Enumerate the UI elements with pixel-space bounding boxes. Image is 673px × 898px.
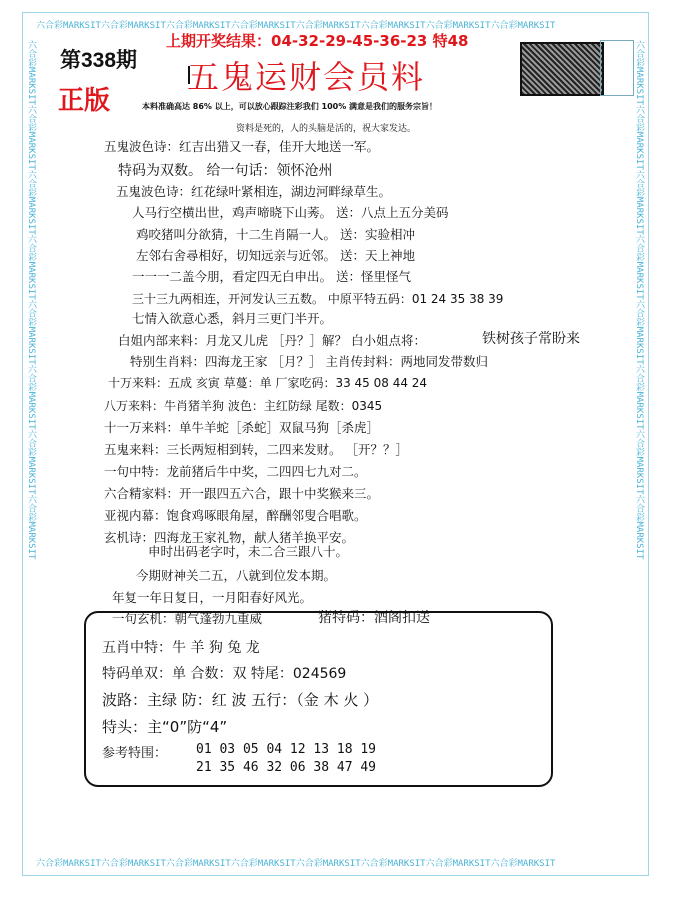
ref-numbers-row-2: 21 35 46 32 06 38 47 49 — [196, 760, 377, 775]
stamp-icon — [520, 42, 604, 96]
odd-even-line: 特码单双：单 合数：双 特尾：024569 — [102, 666, 347, 682]
text-line: 三十三九两相连，开河发认三五数。 中原平特五码：01 24 35 38 39 — [132, 292, 504, 306]
watermark-right: 六合彩MARKSIT六合彩MARKSIT六合彩MARKSIT六合彩MARKSIT六合彩MARKSIT六合彩MARKSIT六合彩MARKSIT六合彩MARKSIT — [634, 40, 644, 560]
text-line: 七情入欲意心悉，斜月三更门半开。 — [132, 311, 333, 326]
pig-code-line: 猪特码：酒阁扣送 — [318, 610, 430, 626]
text-line: 五鬼来料：三长两短相到转，二四来发财。 ［开？？］ — [104, 442, 408, 457]
text-line: 一句中特：龙前猪后牛中奖，二四四七九对二。 — [104, 464, 367, 479]
watermark-top: 六合彩MARKSIT六合彩MARKSIT六合彩MARKSIT六合彩MARKSIT六合彩MARKSIT六合彩MARKSIT六合彩MARKSIT六合彩MARKSIT — [36, 21, 556, 30]
wave-line: 波路：主绿 防：红 波 五行：（金 木 火 ） — [102, 691, 379, 709]
watermark-bottom: 六合彩MARKSIT六合彩MARKSIT六合彩MARKSIT六合彩MARKSIT六合彩MARKSIT六合彩MARKSIT六合彩MARKSIT六合彩MARKSIT — [36, 859, 556, 868]
ref-label: 参考特围： — [102, 746, 168, 761]
watermark-left: 六合彩MARKSIT六合彩MARKSIT六合彩MARKSIT六合彩MARKSIT六合彩MARKSIT六合彩MARKSIT六合彩MARKSIT六合彩MARKSIT — [26, 40, 36, 560]
issue-number: 第338期 — [60, 49, 138, 72]
text-line: 白姐内部来料：月龙又儿虎 ［丹？］解？ 白小姐点将： — [118, 333, 426, 348]
ref-numbers-row-1: 01 03 05 04 12 13 18 19 — [196, 742, 377, 757]
page-title: 五鬼运财会员料 — [187, 58, 426, 96]
text-line: 十一万来料：单牛羊蛇［杀蛇］双鼠马狗［杀虎］ — [104, 420, 380, 435]
text-line: 申时出码老字吋，未二合三跟八十。 — [148, 544, 349, 559]
white-sister-pick: 铁树孩子常盼来 — [482, 331, 580, 347]
motto-line: 资料是死的，人的头脑是活的，祝大家发达。 — [236, 124, 417, 134]
accuracy-notice: 本料准确高达 86% 以上，可以放心跟踪注彩我们 100% 满意是我们的服务宗旨！ — [142, 102, 438, 111]
text-line: 八万来料：牛肖猪羊狗 波色：主红防绿 尾数：0345 — [104, 399, 383, 413]
text-line: 特码为双数。 给一句话：领怀沧州 — [118, 163, 333, 179]
riddle-line: 一句玄机：朝气蓬勃九重威 — [112, 611, 263, 626]
text-line: 人马行空横出世，鸡声啼晓下山莠。 送：八点上五分美码 — [132, 205, 449, 220]
text-line: 亚视内幕：饱食鸡啄眼角屋，醉酬邻叟合唱歌。 — [104, 508, 367, 523]
text-line: 特别生肖料：四海龙王家 ［月？］ 主肖传封料：两地同发带数归 — [130, 354, 488, 369]
text-line: 今期财神关二五，八就到位发本期。 — [136, 568, 337, 583]
text-line: 一一一二盖今朋，看定四无白申出。 送：怪里怪气 — [132, 269, 411, 284]
text-line: 左邻右舍尋相好，切知远亲与近邻。 送：天上神地 — [136, 248, 415, 263]
text-line: 六合精家料：开一跟四五六合，跟十中奖猴来三。 — [104, 486, 380, 501]
five-zodiac-line: 五肖中特：牛 羊 狗 兔 龙 — [102, 640, 260, 656]
text-line: 鸡咬猪叫分欲猜，十二生肖隔一人。 送：实验相冲 — [136, 227, 415, 242]
last-draw-result: 上期开奖结果：04-32-29-45-36-23 特48 — [166, 32, 469, 50]
head-line: 特头：主“0”防“4” — [102, 718, 228, 736]
text-line: 五鬼波色诗：红花绿叶紧相连，湖边河畔绿草生。 — [116, 184, 392, 199]
text-line: 年复一年日复日，一月阳春好风光。 — [112, 590, 313, 605]
text-line: 五鬼波色诗：红吉出猎又一春，佳开大地送一军。 — [104, 139, 380, 154]
seal-icon — [600, 40, 634, 96]
text-line: 玄机诗：四海龙王家礼物，献人猪羊换平安。 — [104, 530, 355, 545]
edition-label: 正版 — [58, 86, 111, 116]
text-line: 十万来料：五成 亥寅 草蔓：单 厂家吃码：33 45 08 44 24 — [108, 376, 428, 390]
